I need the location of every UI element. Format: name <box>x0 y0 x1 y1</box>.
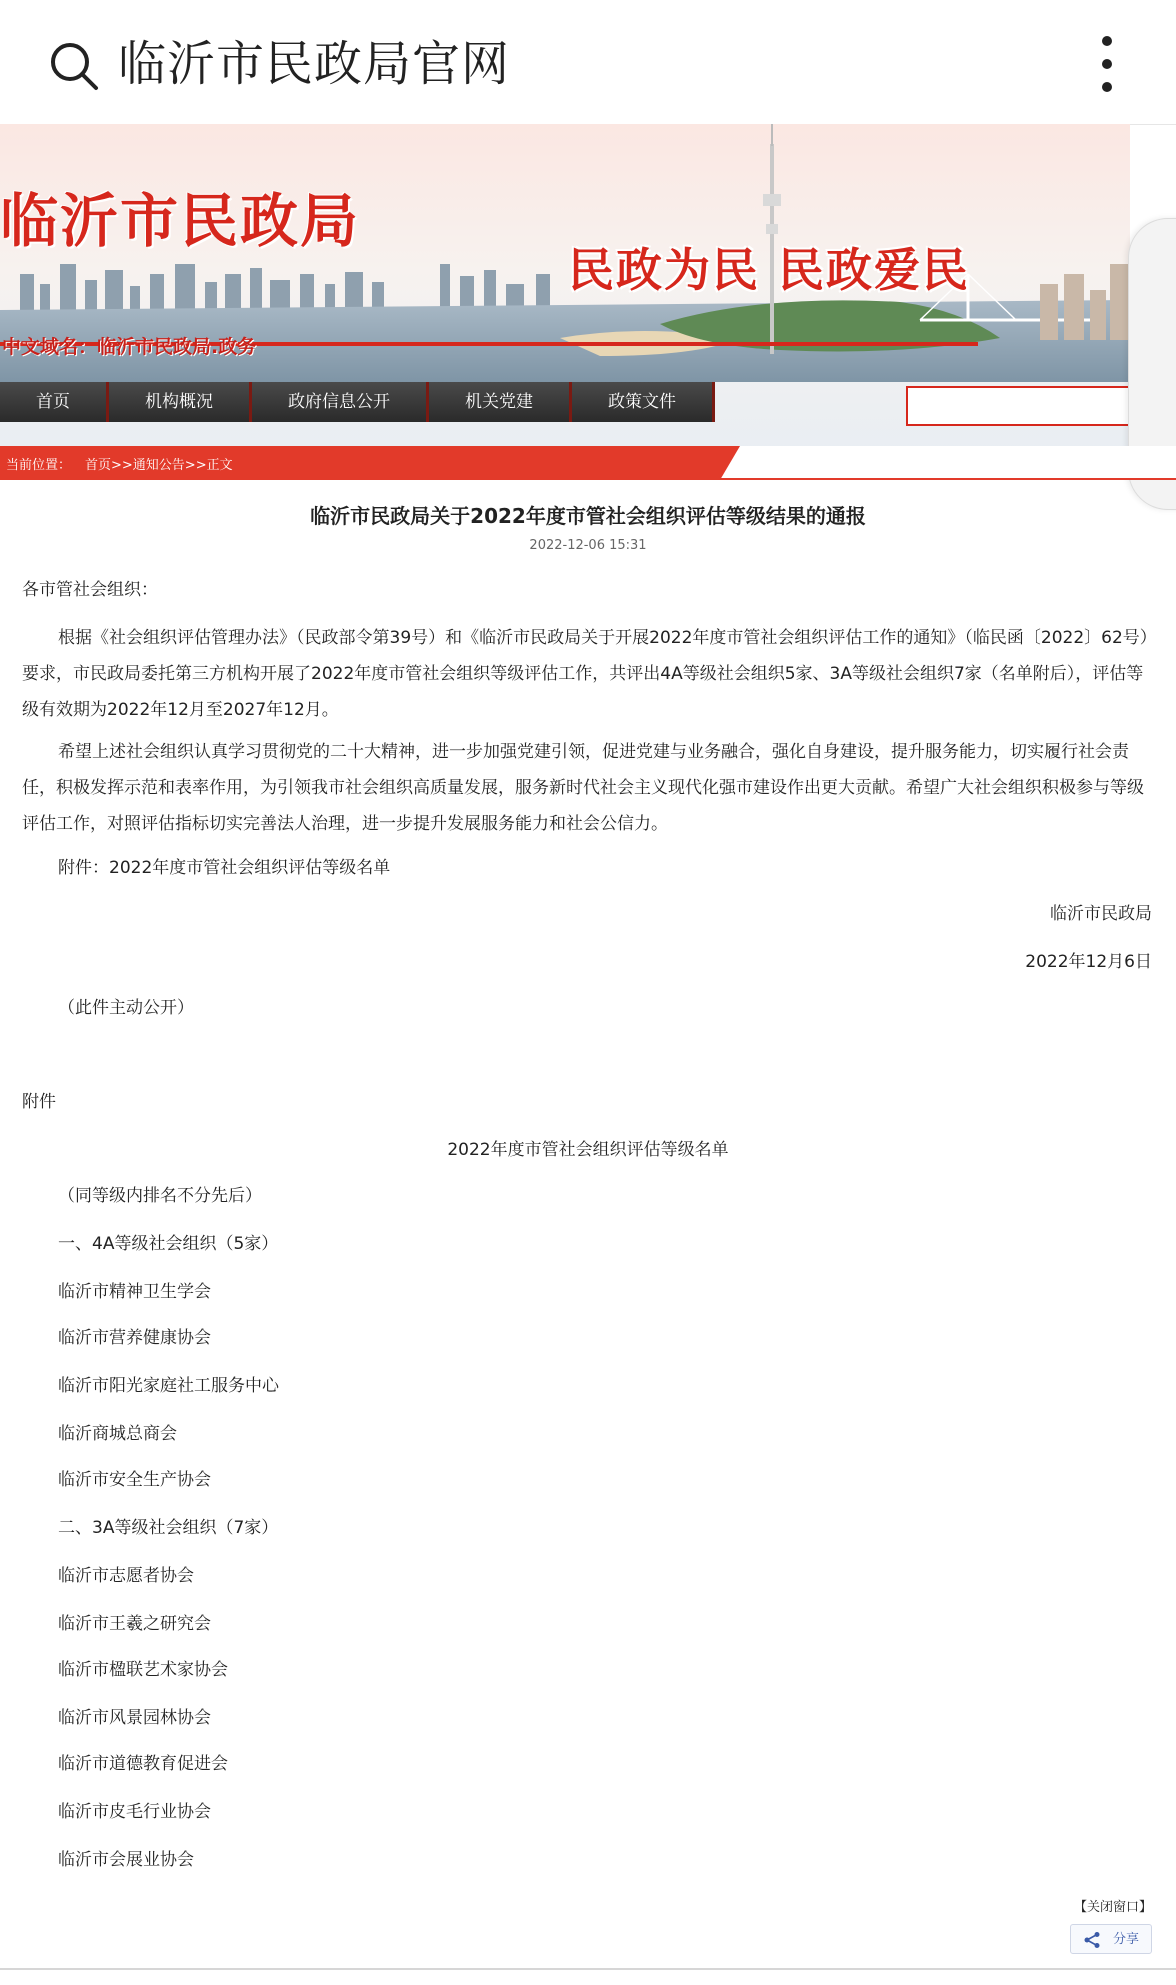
search-icon[interactable] <box>48 40 100 92</box>
list-item: 临沂市王羲之研究会 <box>58 1614 211 1634</box>
greeting: 各市管社会组织： <box>22 580 158 600</box>
nav-item-about[interactable]: 机构概况 <box>109 382 252 422</box>
more-options-icon[interactable] <box>1092 36 1122 94</box>
signature: 临沂市民政局 <box>1050 904 1152 924</box>
attachment-note: 附件：2022年度市管社会组织评估等级名单 <box>58 858 391 878</box>
list-item: 临沂市会展业协会 <box>58 1850 194 1870</box>
list-item: 临沂市皮毛行业协会 <box>58 1802 211 1822</box>
body-paragraph-2: 希望上述社会组织认真学习贯彻党的二十大精神，进一步加强党建引领，促进党建与业务融合，强化自身建设，提升服务能力，切实履行社会责任，积极发挥示范和表率作用，为引领我市社会组织高质量发展，服务新时代社会主义现代化强市建设作出更大贡献。希望广大社会组织积极参与等级评估工作，对照评估指标切实完善法人治理，进一步提升发展服务能力和社会公信力。 <box>22 742 1144 834</box>
list-item: 临沂市道德教育促进会 <box>58 1754 228 1774</box>
breadcrumb-path[interactable]: 首页>>通知公告>>正文 <box>85 458 233 473</box>
main-nav <box>0 382 715 422</box>
list-item: 临沂市风景园林协会 <box>58 1708 211 1728</box>
site-title: 临沂市民政局 <box>0 187 361 255</box>
share-button[interactable] <box>1070 1924 1152 1954</box>
body-paragraph-1: 根据《社会组织评估管理办法》（民政部令第39号）和《临沂市民政局关于开展2022年度市管社会组织评估工作的通知》（临民函〔2022〕62号）要求，市民政局委托第三方机构开展了2022年度市管社会组织等级评估工作，共评出4A等级社会组织5家、3A等级社会组织7家（名单附后），评估等级有效期为2022年12月至2027年12月。 <box>22 628 1149 720</box>
list-item: 临沂市阳光家庭社工服务中心 <box>58 1376 279 1396</box>
site-slogan: 民政为民 民政爱民 <box>568 243 971 297</box>
level3-heading: 二、3A等级社会组织（7家） <box>58 1518 279 1538</box>
appendix-title: 2022年度市管社会组织评估等级名单 <box>447 1140 729 1160</box>
list-item: 临沂市安全生产协会 <box>58 1470 211 1490</box>
banner-search-box[interactable] <box>906 386 1130 426</box>
nav-item-home[interactable]: 首页 <box>0 382 109 422</box>
list-item: 临沂商城总商会 <box>58 1424 177 1444</box>
breadcrumb <box>0 446 1176 480</box>
article-date: 2022-12-06 15:31 <box>529 538 647 553</box>
share-icon <box>1083 1931 1101 1949</box>
sign-date: 2022年12月6日 <box>1025 952 1152 972</box>
nav-item-policy-docs[interactable]: 政策文件 <box>572 382 715 422</box>
domain-label: 中文域名：临沂市民政局.政务 <box>2 336 257 358</box>
list-item: 临沂市营养健康协会 <box>58 1328 211 1348</box>
search-query[interactable]: 临沂市民政局官网 <box>118 36 511 92</box>
article-title: 临沂市民政局关于2022年度市管社会组织评估等级结果的通报 <box>310 504 866 528</box>
disclosure-note: （此件主动公开） <box>58 998 194 1018</box>
breadcrumb-text <box>6 454 233 473</box>
level4-heading: 一、4A等级社会组织（5家） <box>58 1234 279 1254</box>
nav-item-party-building[interactable]: 机关党建 <box>429 382 572 422</box>
list-item: 临沂市志愿者协会 <box>58 1566 194 1586</box>
nav-item-info-disclosure[interactable]: 政府信息公开 <box>252 382 429 422</box>
appendix-label: 附件 <box>22 1092 56 1112</box>
bottom-divider <box>0 1968 1176 1970</box>
search-bar[interactable] <box>0 0 1176 125</box>
breadcrumb-label: 当前位置： <box>6 458 72 473</box>
ranking-note: （同等级内排名不分先后） <box>58 1186 262 1206</box>
close-window-link[interactable]: 【关闭窗口】 <box>1073 1900 1152 1915</box>
list-item: 临沂市精神卫生学会 <box>58 1282 211 1302</box>
site-banner <box>0 124 1130 450</box>
list-item: 临沂市楹联艺术家协会 <box>58 1660 228 1680</box>
share-label: 分享 <box>1112 1932 1139 1947</box>
